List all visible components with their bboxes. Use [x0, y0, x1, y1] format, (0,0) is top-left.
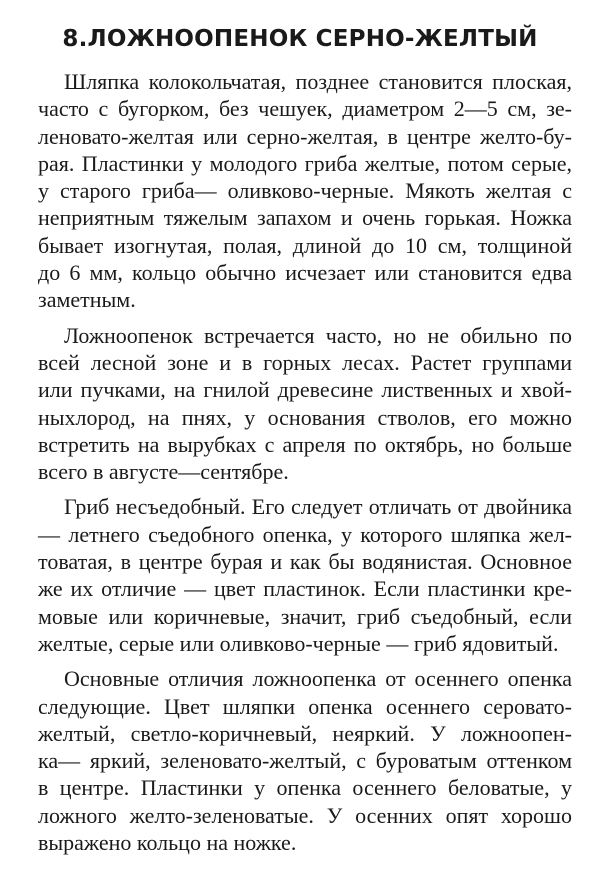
paragraph-2	[38, 322, 572, 486]
article-body	[38, 68, 572, 864]
text-line: или пучками, на гнилой древесине лиственных и хвой-	[38, 377, 572, 403]
text-line: ка— яркий, зеленовато-желтый, с буроватым оттенком	[38, 748, 572, 774]
text-line: заметным.	[38, 287, 136, 313]
text-line: неприятным тяжелым запахом и очень горькая. Ножка	[38, 205, 572, 231]
text-line: Основные отличия ложноопенка от осеннего опенка	[64, 666, 572, 692]
text-line: же их отличие — цвет пластинок. Если пластинки кре-	[38, 576, 572, 602]
text-line: товатая, в центре бурая и как бы водянистая. Основное	[38, 549, 572, 575]
text-line: часто с бугорком, без чешуек, диаметром 2—5 см, зе-	[38, 96, 572, 122]
text-line: бывает изогнутая, полая, длиной до 10 см, толщиной	[38, 232, 572, 258]
page-title: 8.ЛОЖНООПЕНОК СЕРНО-ЖЕЛТЫЙ	[62, 26, 538, 52]
text-line: желтый, светло-коричневый, неяркий. У ложноопен-	[38, 720, 572, 746]
paragraph-1	[38, 68, 572, 314]
text-line: ныхлород, на пнях, у основания стволов, его можно	[38, 404, 572, 430]
text-line: леновато-желтая или серно-желтая, в центре желто-бу-	[38, 123, 572, 149]
paragraph-4	[38, 665, 572, 856]
text-line: у старого гриба— оливково-черные. Мякоть желтая с	[38, 178, 572, 204]
text-line: мовые или коричневые, значит, гриб съедобный, если	[38, 603, 572, 629]
text-line: рая. Пластинки у молодого гриба желтые, потом серые,	[38, 150, 572, 176]
text-line: Гриб несъедобный. Его следует отличать от двойника	[64, 494, 572, 520]
text-line: всего в августе—сентябре.	[38, 459, 289, 485]
text-line: до 6 мм, кольцо обычно исчезает или становится едва	[38, 260, 572, 286]
text-line: встретить на вырубках с апреля по октябрь, но больше	[38, 431, 572, 457]
text-line: всей лесной зоне и в горных лесах. Растет группами	[38, 349, 572, 375]
text-line: в центре. Пластинки у опенка осеннего беловатые, у	[38, 775, 572, 801]
text-line: ложного желто-зеленоватые. У осенних опят хорошо	[38, 802, 572, 828]
paragraph-3	[38, 493, 572, 657]
text-line: выражено кольцо на ножке.	[38, 830, 297, 856]
text-line: желтые, серые или оливково-черные — гриб ядовитый.	[38, 630, 559, 656]
text-line: Шляпка колокольчатая, позднее становится плоская,	[64, 69, 572, 94]
text-line: — летнего съедобного опенка, у которого шляпка жел-	[38, 521, 572, 547]
text-line: следующие. Цвет шляпки опенка осеннего серовато-	[38, 693, 572, 719]
text-line: Ложноопенок встречается часто, но не обильно по	[64, 322, 572, 348]
